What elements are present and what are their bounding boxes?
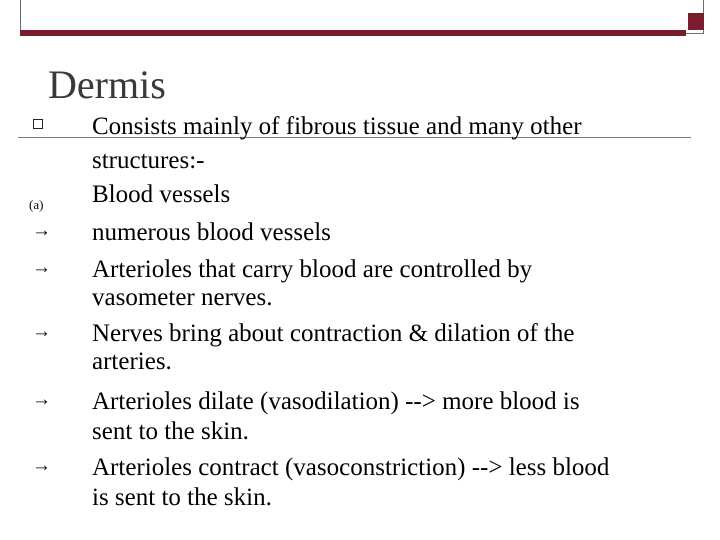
bullet-item-4-line-1: Arterioles that carry blood are controlled by [92,256,533,283]
slide-title: Dermis [48,62,166,107]
right-arrow-bullet-icon: → [32,257,51,278]
top-decorative-band [20,0,704,34]
top-accent-square [688,13,704,30]
bullet-item-4-line-2: vasometer nerves. [92,284,273,311]
right-arrow-bullet-icon: → [32,389,51,410]
bullet-item-3-line-1: numerous blood vessels [92,219,331,246]
bullet-item-6-line-1: Arterioles dilate (vasodilation) --> more blood is [92,388,580,415]
bullet-item-1-line-2: structures:- [92,147,205,174]
right-arrow-bullet-icon: → [32,321,51,342]
bullet-item-2-line-1: Blood vessels [92,181,231,208]
bullet-item-7-line-2: is sent to the skin. [92,484,272,511]
right-arrow-bullet-icon: → [32,455,51,476]
bullet-item-6-line-2: sent to the skin. [92,418,249,445]
hollow-square-bullet-icon [33,119,43,129]
bullet-item-5-line-1: Nerves bring about contraction & dilation of the [92,320,575,347]
list-label-marker: (a) [29,197,44,212]
top-accent-bar [20,30,686,36]
bullet-item-1-line-1: Consists mainly of fibrous tissue and many other [92,113,582,140]
right-arrow-bullet-icon: → [32,220,51,241]
bullet-item-7-line-1: Arterioles contract (vasoconstriction) --> less blood [92,454,610,481]
bullet-item-5-line-2: arteries. [92,348,172,375]
